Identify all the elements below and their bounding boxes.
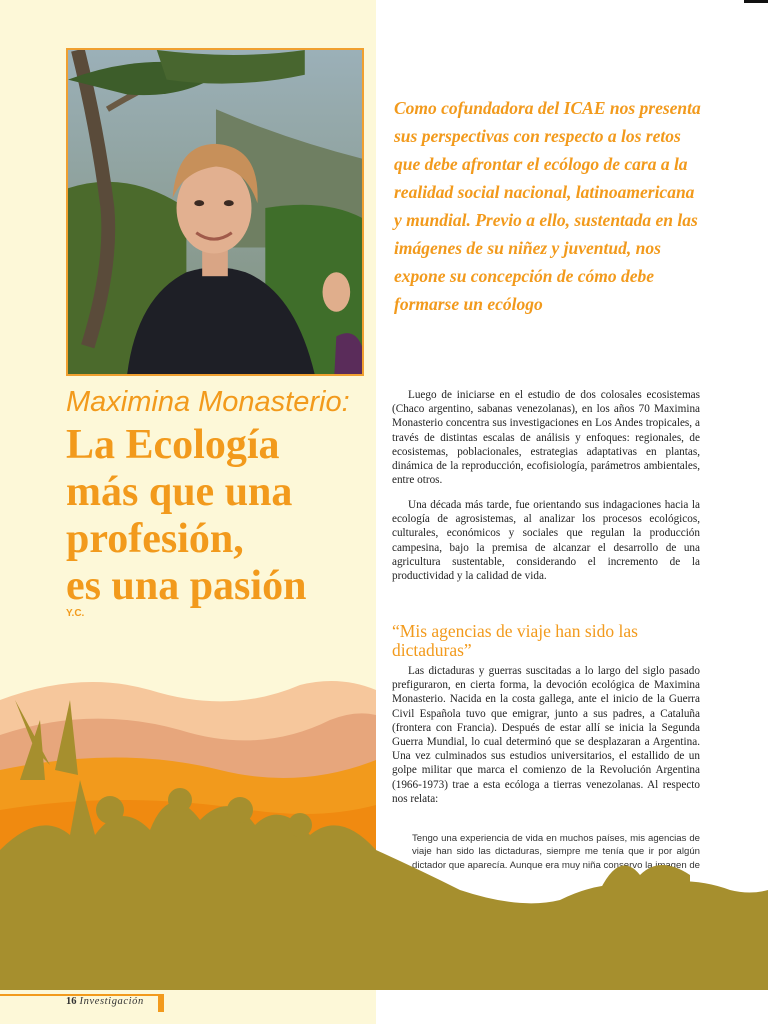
paragraph-text: Las dictaduras y guerras suscitadas a lo largo del siglo pasado prefiguraron, en cierta forma, la devoción ecológica de Maximina Monasterio. Nacida en la costa gallega, ante el inicio de la Guerra Civil Española tuvo que emigrar, junto a sus padres, a Cataluña (frontera con Francia). Después de estar allí se inicia la Segunda Guerra Mundial, lo cual determinó que se desplazaran a Argentina. Una vez culminados sus estudios universitarios, el estallido de un golpe militar que marca el comienzo de la Revolución Argentina (1966-1973) trae a esta ecóloga a tierras venezolanas. Al respecto nos relata:	[392, 665, 700, 805]
byline: Y.C.	[66, 608, 85, 619]
corner-mark	[744, 0, 768, 3]
footer-tab	[158, 994, 164, 1012]
quote-block: Tengo una experiencia de vida en muchos países, mis agencias de viaje han sido las dictaduras, siempre me tenía que ir por algún dictador que aparecía. Aunque era muy niña conservo la imagen de	[412, 833, 700, 871]
body-paragraph-1	[392, 388, 700, 496]
landscape-illustration	[0, 660, 768, 990]
paragraph-text: Luego de iniciarse en el estudio de dos colosales ecosistemas (Chaco argentino, sabanas venezolanas), en los años 70 Maximina Monasterio concentra sus investigaciones en Los Andes tropicales, a través de distintas escalas de análisis y enfoques: regionales, de ecosistemas, poblacionales, estrategias adaptativas en plantas, dinámica de la reproducción, ecofisiología, parámetros ambientales, entre otros.	[392, 389, 700, 487]
author-name: Maximina Monasterio:	[66, 386, 350, 418]
section-subhead: “Mis agencias de viaje han sido las dictaduras”	[392, 621, 638, 660]
page-footer	[66, 996, 144, 1007]
article-headline	[66, 422, 374, 610]
headline-line: profesión,	[66, 516, 244, 562]
section-name: Investigación	[79, 996, 144, 1007]
body-paragraph-2	[392, 498, 700, 592]
paragraph-text: Una década más tarde, fue orientando sus indagaciones hacia la ecología de agrosistemas, al analizar los procesos ecológicos, culturales, económicos y sociales que regulan la producción campesina, bajo la premisa de alcanzar el desarrollo de una agricultura sustentable, considerando el incremento de la productividad y la calidad de vida.	[392, 499, 700, 583]
headline-line: es una pasión	[66, 563, 307, 609]
portrait-photo	[66, 48, 364, 376]
page-number: 16	[66, 996, 77, 1007]
headline-line: La Ecología	[66, 422, 280, 468]
lead-paragraph: Como cofundadora del ICAE nos presenta sus perspectivas con respecto a los retos que debe afrontar el ecólogo de cara a la realidad social nacional, latinoamericana y mundial. Previo a ello, sustentada en las imágenes de su niñez y juventud, nos expone su concepción de cómo debe formarse un ecólogo	[394, 98, 701, 314]
headline-line: más que una	[66, 469, 293, 515]
